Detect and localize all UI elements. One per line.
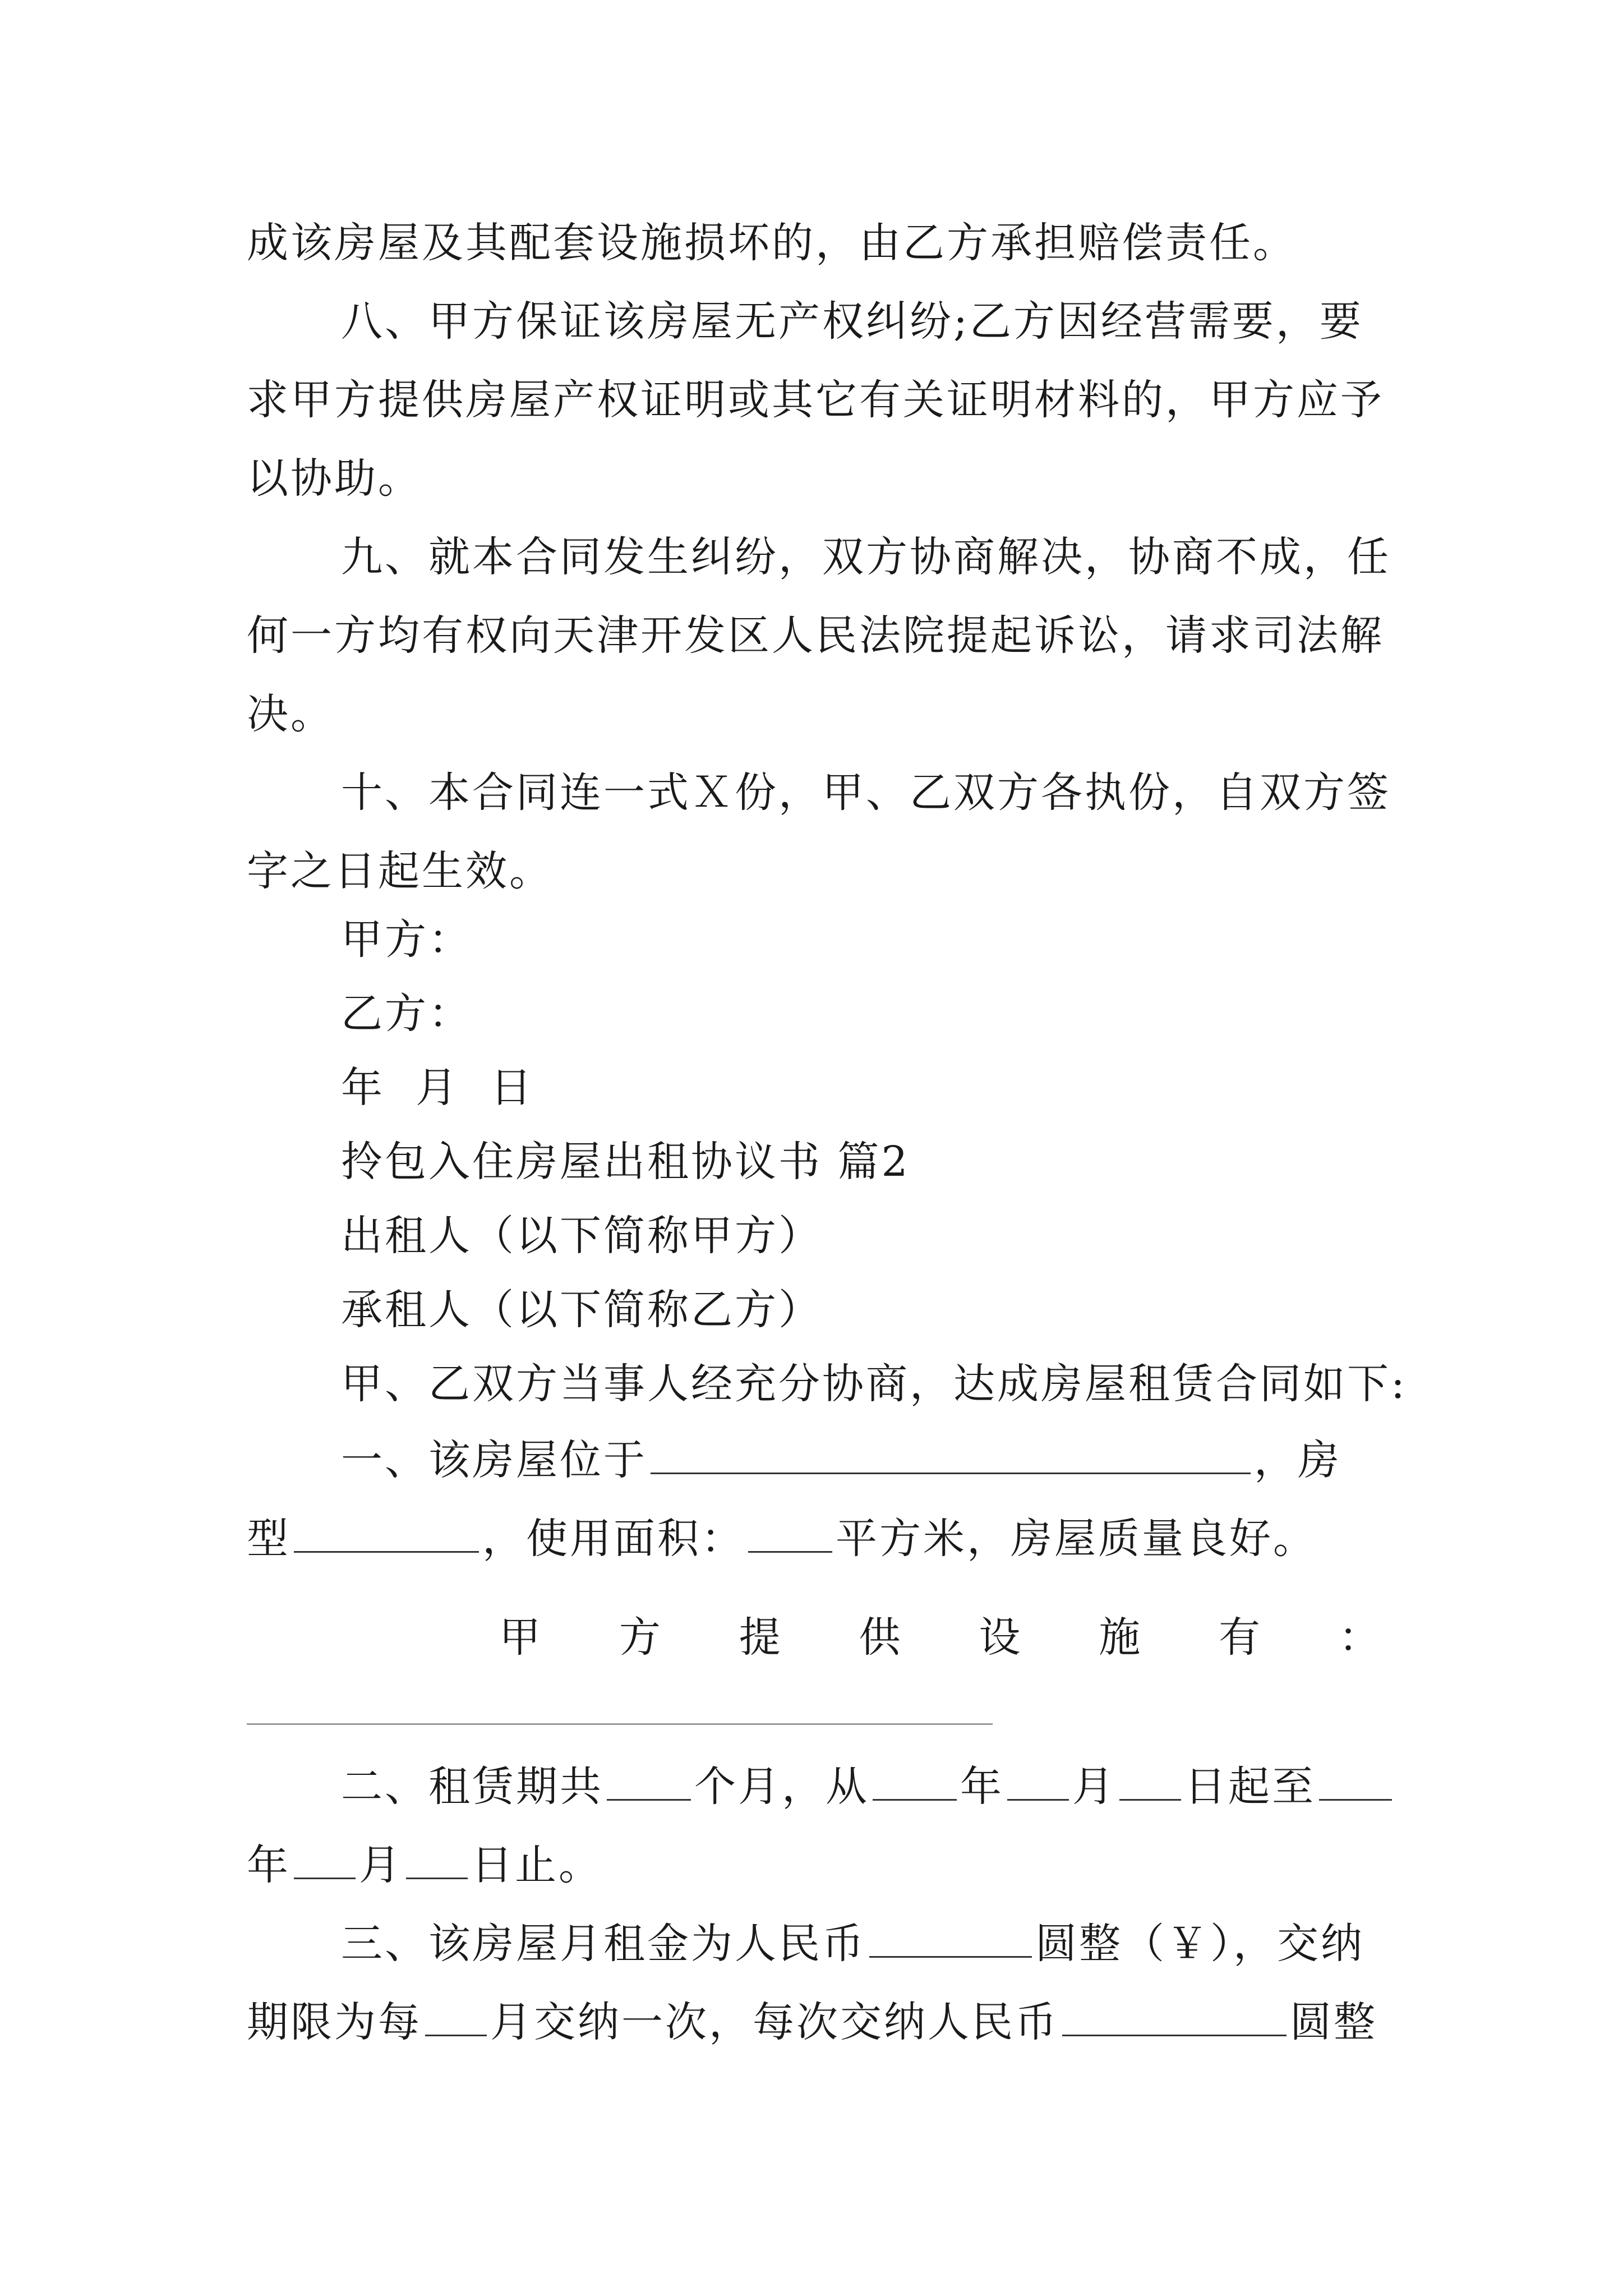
spaced-char: 提: [739, 1613, 783, 1662]
text-fragment: 二、租赁期共: [341, 1763, 603, 1811]
months-blank[interactable]: [607, 1764, 691, 1801]
signature-date: 年 月 日: [341, 1064, 534, 1112]
text-line: 求甲方提供房屋产权证明或其它有关证明材料的，甲方应予: [247, 376, 1384, 424]
period-blank[interactable]: [425, 2000, 487, 2036]
text-line: 以协助。: [247, 454, 422, 503]
start-month-blank[interactable]: [1007, 1764, 1069, 1801]
text-line: 决。: [247, 690, 334, 738]
facilities-blank[interactable]: [247, 1723, 993, 1725]
text-fragment: 年: [247, 1841, 291, 1889]
text-fragment: 个月，从: [694, 1763, 869, 1811]
text-fragment: 期限为每: [247, 1998, 422, 2046]
text-fragment: 圆整: [1290, 1998, 1377, 2046]
clause-2-line: [341, 1756, 1385, 1818]
text-line: 何一方均有权向天津开发区人民法院提起诉讼，请求司法解: [247, 611, 1384, 660]
spaced-char: 方: [619, 1613, 663, 1662]
end-year-blank[interactable]: [1319, 1764, 1392, 1801]
party-b-signature: 乙方：: [341, 990, 472, 1038]
party-a-signature: 甲方：: [341, 915, 472, 964]
end-day-blank[interactable]: [406, 1843, 468, 1879]
text-line: 字之日起生效。: [247, 847, 553, 895]
text-fragment: 平方米，房屋质量良好。: [836, 1515, 1317, 1563]
area-blank[interactable]: [748, 1516, 832, 1553]
clause-2-line-2: [247, 1834, 1385, 1896]
clause-1-line-2: [247, 1508, 1385, 1570]
agreement-intro: 甲、乙双方当事人经充分协商，达成房屋租赁合同如下:: [341, 1360, 1407, 1408]
lessee-line: 承租人（以下简称乙方）: [341, 1286, 822, 1334]
spaced-char: 甲: [499, 1613, 543, 1662]
spaced-char: 设: [979, 1613, 1023, 1662]
payment-amount-blank[interactable]: [1062, 2000, 1287, 2036]
clause-1-label: 一、该房屋位于: [341, 1436, 647, 1484]
clause-10: 十、本合同连一式Ｘ份，甲、乙双方各执份，自双方签: [341, 769, 1391, 817]
start-year-blank[interactable]: [873, 1764, 957, 1801]
text-fragment: 三、该房屋月租金为人民币: [341, 1920, 866, 1968]
layout-blank[interactable]: [294, 1516, 479, 1553]
spaced-char: 施: [1099, 1613, 1143, 1662]
spaced-char: 有: [1219, 1613, 1263, 1662]
clause-9: 九、就本合同发生纠纷，双方协商解决，协商不成，任: [341, 533, 1391, 581]
facilities-line: [499, 1607, 1382, 1668]
text-fragment: 日起至: [1184, 1763, 1316, 1811]
end-month-blank[interactable]: [294, 1843, 356, 1879]
lessor-line: 出租人（以下简称甲方）: [341, 1212, 822, 1260]
text-fragment: 型: [247, 1515, 291, 1563]
text-fragment: 圆整（￥），交纳: [1035, 1920, 1364, 1968]
clause-8: 八、甲方保证该房屋无产权纠纷;乙方因经营需要，要: [341, 297, 1363, 346]
text-fragment: ，使用面积：: [482, 1515, 745, 1563]
address-blank[interactable]: [651, 1438, 1251, 1474]
text-fragment: 月交纳一次，每次交纳人民币: [490, 1998, 1059, 2046]
clause-1-line: [341, 1429, 1385, 1491]
text-fragment: 日止。: [471, 1841, 602, 1889]
section-heading: 拎包入住房屋出租协议书 篇2: [341, 1138, 910, 1186]
text-fragment: 月: [359, 1841, 403, 1889]
spaced-char: 供: [859, 1613, 903, 1662]
text-fragment: ，房: [1254, 1436, 1341, 1484]
clause-3-line: [341, 1913, 1385, 1975]
clause-3-line-2: [247, 1991, 1385, 2053]
spaced-char: ：: [1338, 1613, 1382, 1662]
start-day-blank[interactable]: [1119, 1764, 1181, 1801]
text-fragment: 年: [960, 1763, 1004, 1811]
rent-amount-blank[interactable]: [869, 1921, 1032, 1958]
text-line: 成该房屋及其配套设施损坏的，由乙方承担赔偿责任。: [247, 219, 1297, 267]
text-fragment: 月: [1072, 1763, 1116, 1811]
